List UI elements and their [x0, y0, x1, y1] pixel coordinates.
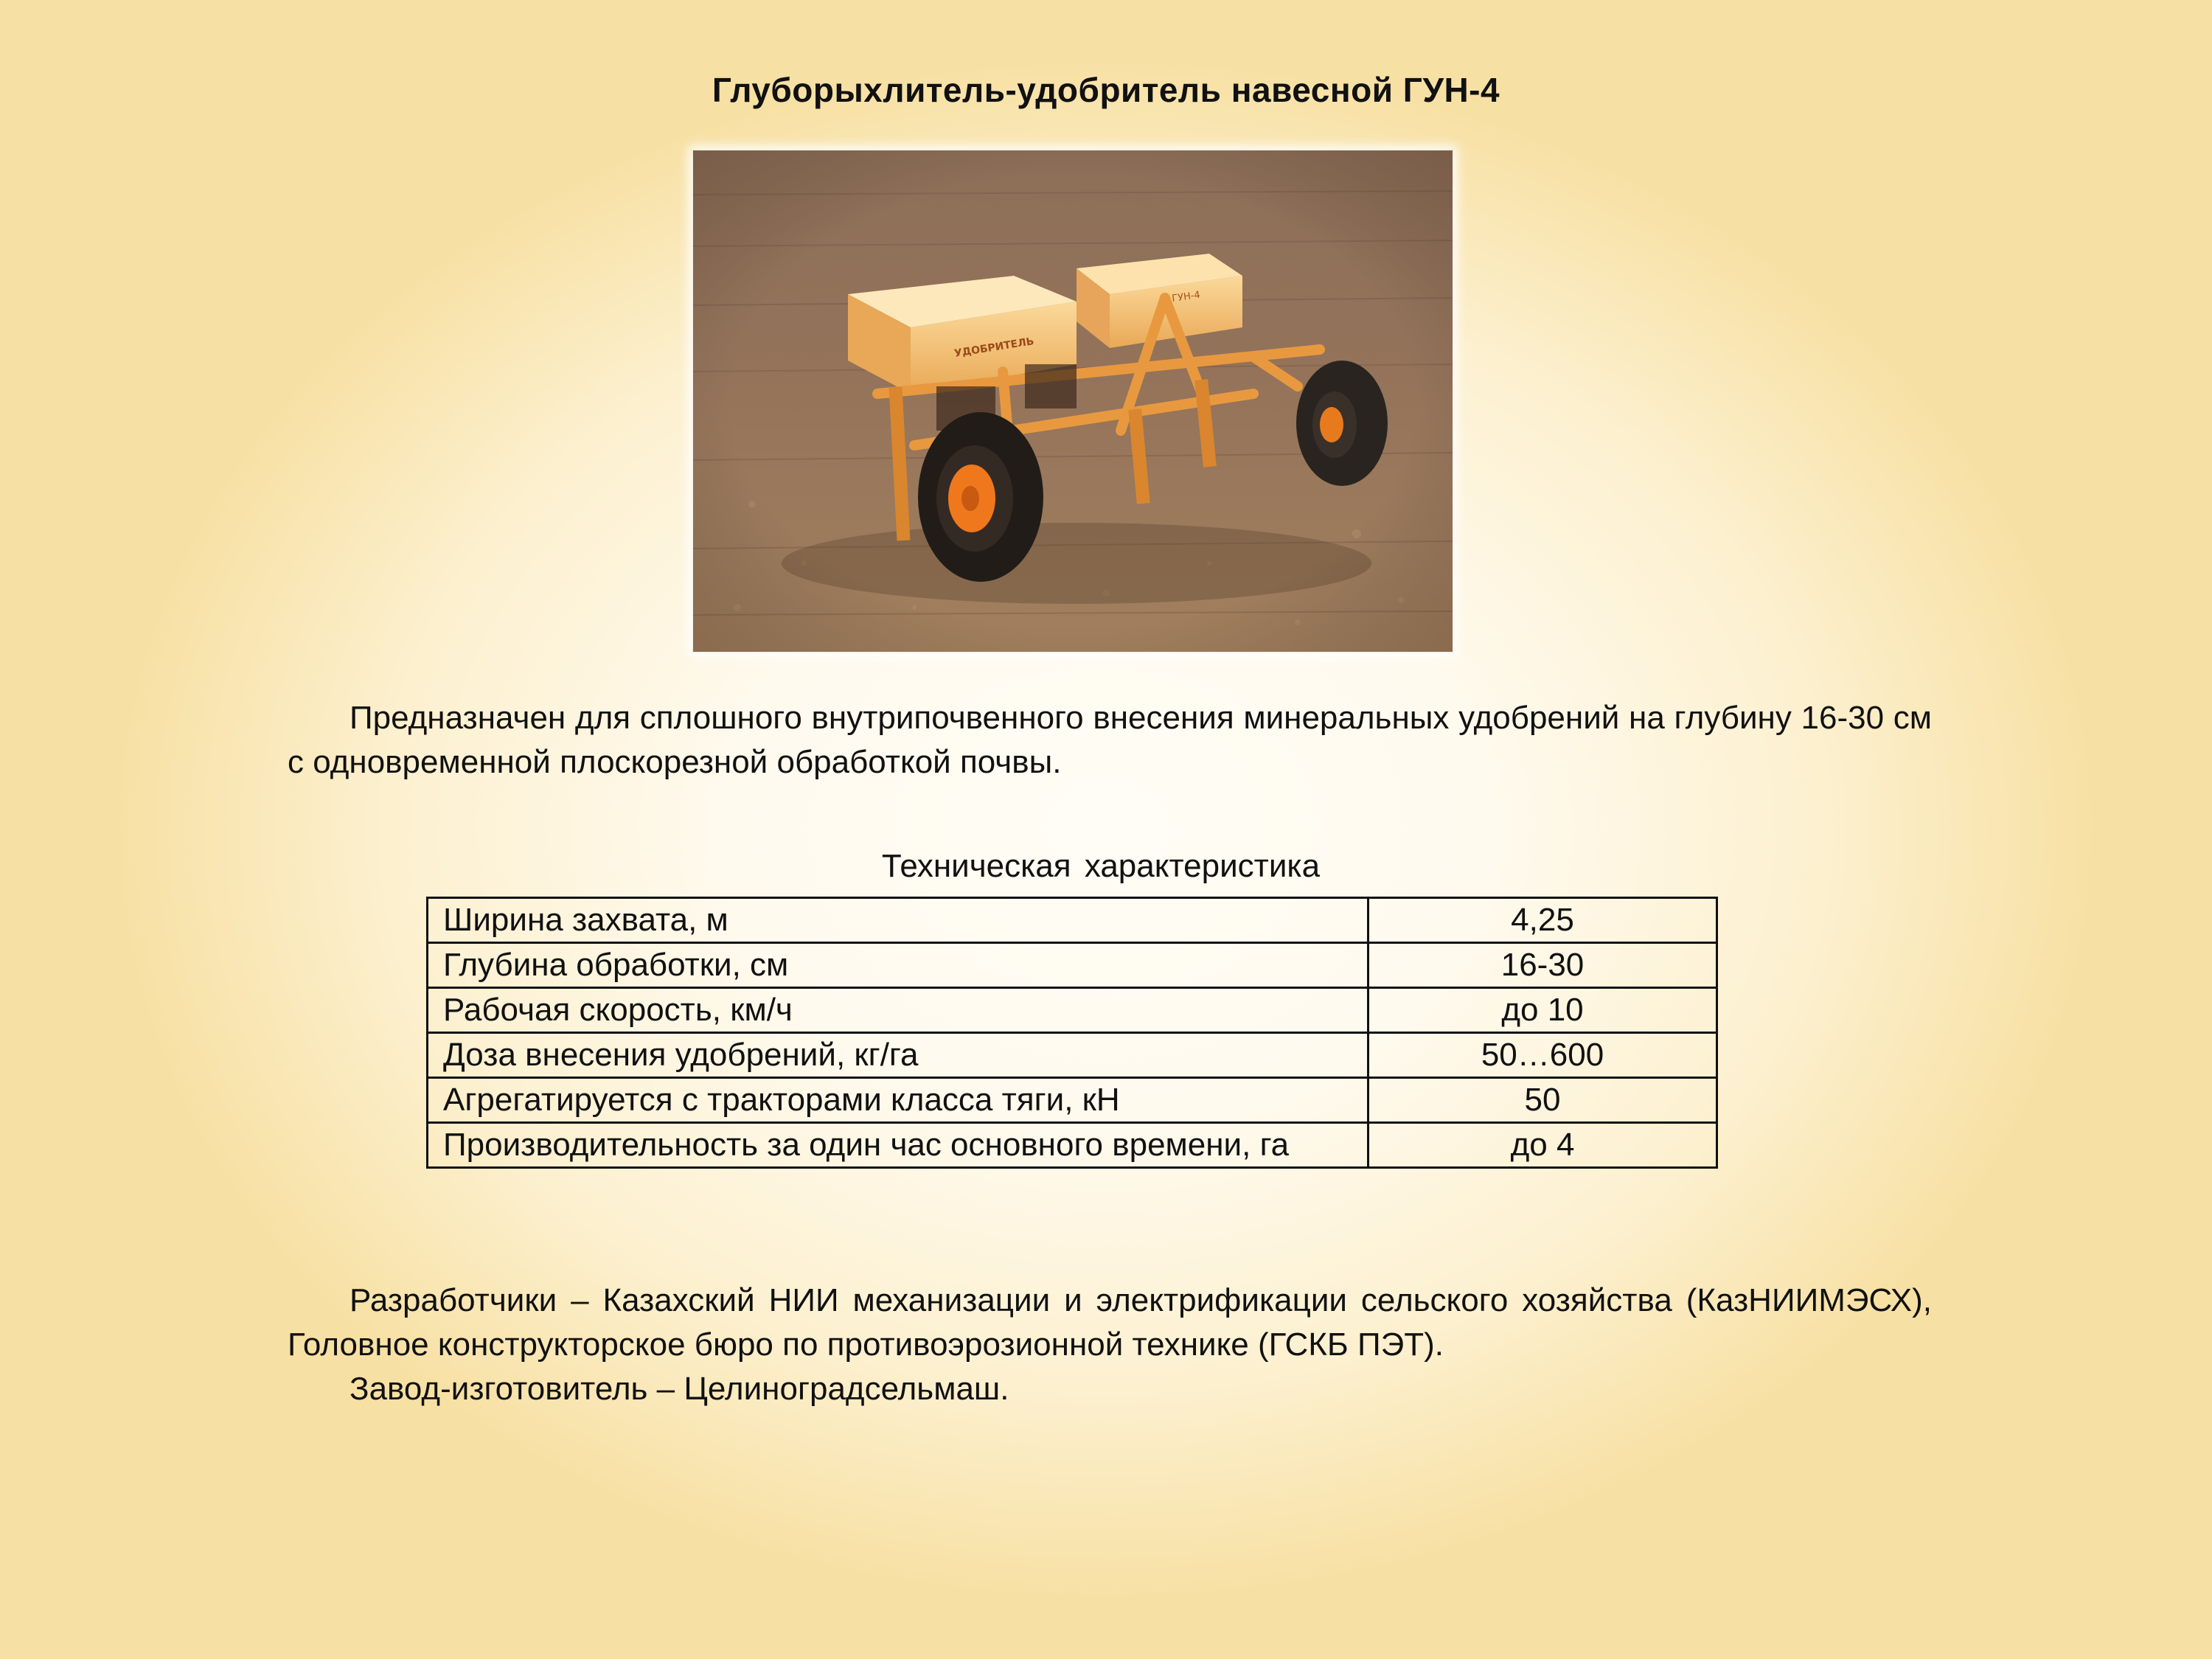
spec-value: 50	[1368, 1078, 1717, 1123]
table-row	[428, 1078, 1717, 1123]
table-row	[428, 898, 1717, 943]
spec-value: до 10	[1368, 988, 1717, 1033]
spec-value: 50…600	[1368, 1033, 1717, 1078]
spec-param: Агрегатируется с тракторами класса тяги, кН	[428, 1078, 1368, 1123]
description	[288, 696, 1932, 785]
machine-photo	[693, 150, 1453, 652]
spec-param: Глубина обработки, см	[428, 943, 1368, 988]
description-text: Предназначен для сплошного внутрипочвенного внесения минеральных удобрений на глубину 16-30 см с одновременной плоскорезной обработкой почвы.	[288, 700, 1932, 780]
spec-param: Производительность за один час основного времени, га	[428, 1123, 1368, 1168]
slide-title: Глуборыхлитель-удобритель навесной ГУН-4	[712, 71, 1500, 109]
spec-value: 16-30	[1368, 943, 1717, 988]
specs-table	[426, 897, 1718, 1169]
spec-value: 4,25	[1368, 898, 1717, 943]
specs-caption: Техническая характеристика	[881, 848, 1321, 884]
spec-param: Ширина захвата, м	[428, 898, 1368, 943]
spec-param: Доза внесения удобрений, кг/га	[428, 1033, 1368, 1078]
table-row	[428, 1033, 1717, 1078]
developers-text: Разработчики – Казахский НИИ механизации и электрификации сельского хозяйства (КазНИИМЭСХ), Головное конструкторское бюро по противоэрозионной технике (ГСКБ ПЭТ).	[288, 1282, 1932, 1363]
table-row	[428, 988, 1717, 1033]
table-row	[428, 1123, 1717, 1168]
table-row	[428, 943, 1717, 988]
credits	[288, 1279, 1932, 1411]
spec-value: до 4	[1368, 1123, 1717, 1168]
manufacturer-text: Завод-изготовитель – Целиноградсельмаш.	[349, 1371, 1009, 1407]
spec-param: Рабочая скорость, км/ч	[428, 988, 1368, 1033]
